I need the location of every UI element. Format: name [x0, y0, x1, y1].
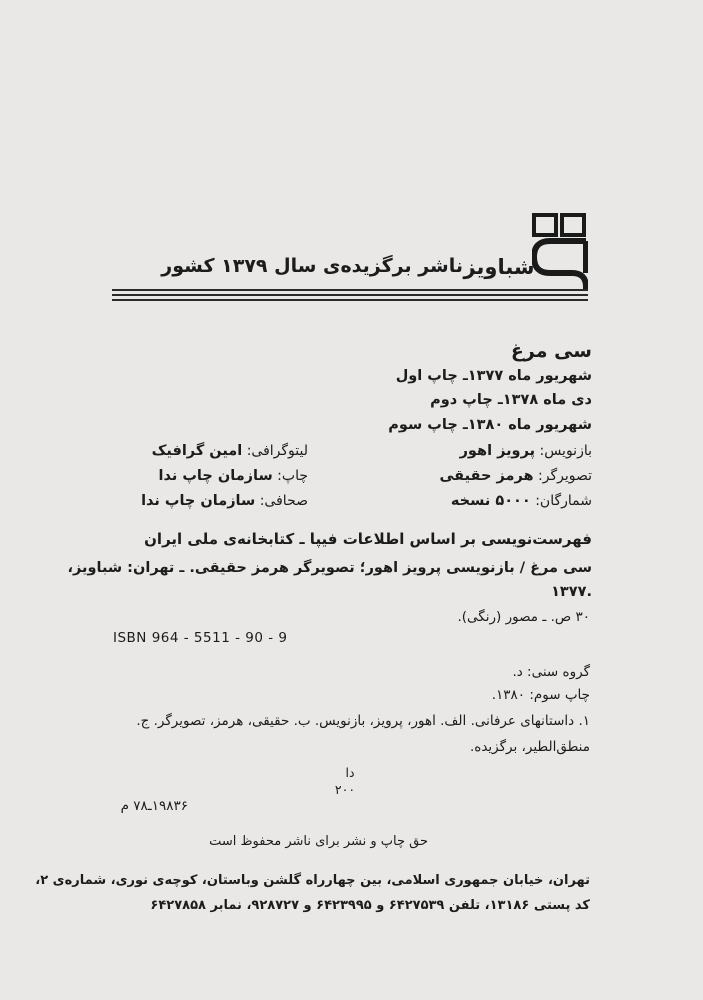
- catalog-entry-line-2: ۱۳۷۷.: [551, 584, 592, 600]
- credit-label: لیتوگرافی:: [246, 443, 308, 459]
- classification-top: دا: [345, 765, 355, 780]
- credit-label: بازنویس:: [539, 443, 592, 459]
- credit-value: سازمان چاپ ندا: [158, 468, 273, 484]
- credit-label: تصویرگر:: [538, 468, 592, 484]
- catalog-third-print: چاپ سوم: ۱۳۸۰.: [491, 687, 590, 703]
- credit-print-run: [451, 493, 592, 509]
- publisher-logo-text: شباویز: [463, 255, 535, 279]
- credit-printing: [159, 468, 308, 484]
- catalog-age-group: گروه سنی: د.: [512, 664, 590, 680]
- credit-value: سازمان چاپ ندا: [141, 493, 256, 509]
- edition-third: شهریور ماه ۱۳۸۰ـ چاپ سوم: [388, 417, 592, 433]
- classification-bottom: ۲۰۰: [334, 782, 356, 797]
- publisher-logo-icon: [532, 213, 588, 293]
- catalog-entry-line-1: سی مرغ / بازنویسی پرویز اهور؛ تصویرگر هرمز حقیقی. ـ تهران: شباویز،: [67, 560, 592, 576]
- edition-second: دی ماه ۱۳۷۸ـ چاپ دوم: [430, 392, 592, 408]
- credit-binding: [141, 493, 308, 509]
- header-rules: [112, 289, 588, 304]
- credit-value: هرمز حقیقی: [439, 468, 534, 484]
- catalog-heading: فهرست‌نویسی بر اساس اطلاعات فیپا ـ کتابخانه‌ی ملی ایران: [144, 530, 592, 548]
- credit-value: امین گرافیک: [151, 443, 243, 459]
- credit-label: شمارگان:: [535, 493, 592, 509]
- credit-illustrator: [440, 468, 592, 484]
- publisher-slogan: ناشر برگزیده‌ی سال ۱۳۷۹ کشور: [161, 255, 463, 277]
- catalog-subjects-line-2: منطق‌الطیر، برگزیده.: [469, 739, 590, 755]
- catalog-pages: ۳۰ ص. ـ مصور (رنگی).: [457, 609, 590, 625]
- publisher-contact: کد پستی ۱۳۱۸۶، تلفن ۶۴۲۷۵۳۹ و ۶۴۲۳۹۹۵ و ۹۲۸۷۲۷، نمابر ۶۴۲۷۸۵۸: [150, 898, 590, 913]
- publisher-address: تهران، خیابان جمهوری اسلامی، بین چهارراه گلشن وباستان، کوچه‌ی نوری، شماره‌ی ۲،: [35, 873, 590, 888]
- national-number: ۱۹۸۳۶ـ۷۸ م: [120, 798, 188, 814]
- isbn: ISBN 964 - 5511 - 90 - 9: [113, 630, 288, 646]
- credit-value: ۵۰۰۰ نسخه: [450, 493, 531, 509]
- credit-value: پرویز اهور: [459, 443, 536, 459]
- book-title: سی مرغ: [510, 340, 592, 362]
- edition-first: شهریور ماه ۱۳۷۷ـ چاپ اول: [395, 368, 592, 384]
- credit-label: صحافی:: [259, 493, 308, 509]
- credit-label: چاپ:: [277, 468, 308, 484]
- catalog-subjects-line-1: ۱. داستانهای عرفانی. الف. اهور، پرویز، بازنویس. ب. حقیقی، هرمز، تصویرگر. ج.: [136, 713, 590, 729]
- credit-lithography: [152, 443, 308, 459]
- rights-notice: حق چاپ و نشر برای ناشر محفوظ است: [209, 834, 428, 849]
- credit-rewriter: [460, 443, 592, 459]
